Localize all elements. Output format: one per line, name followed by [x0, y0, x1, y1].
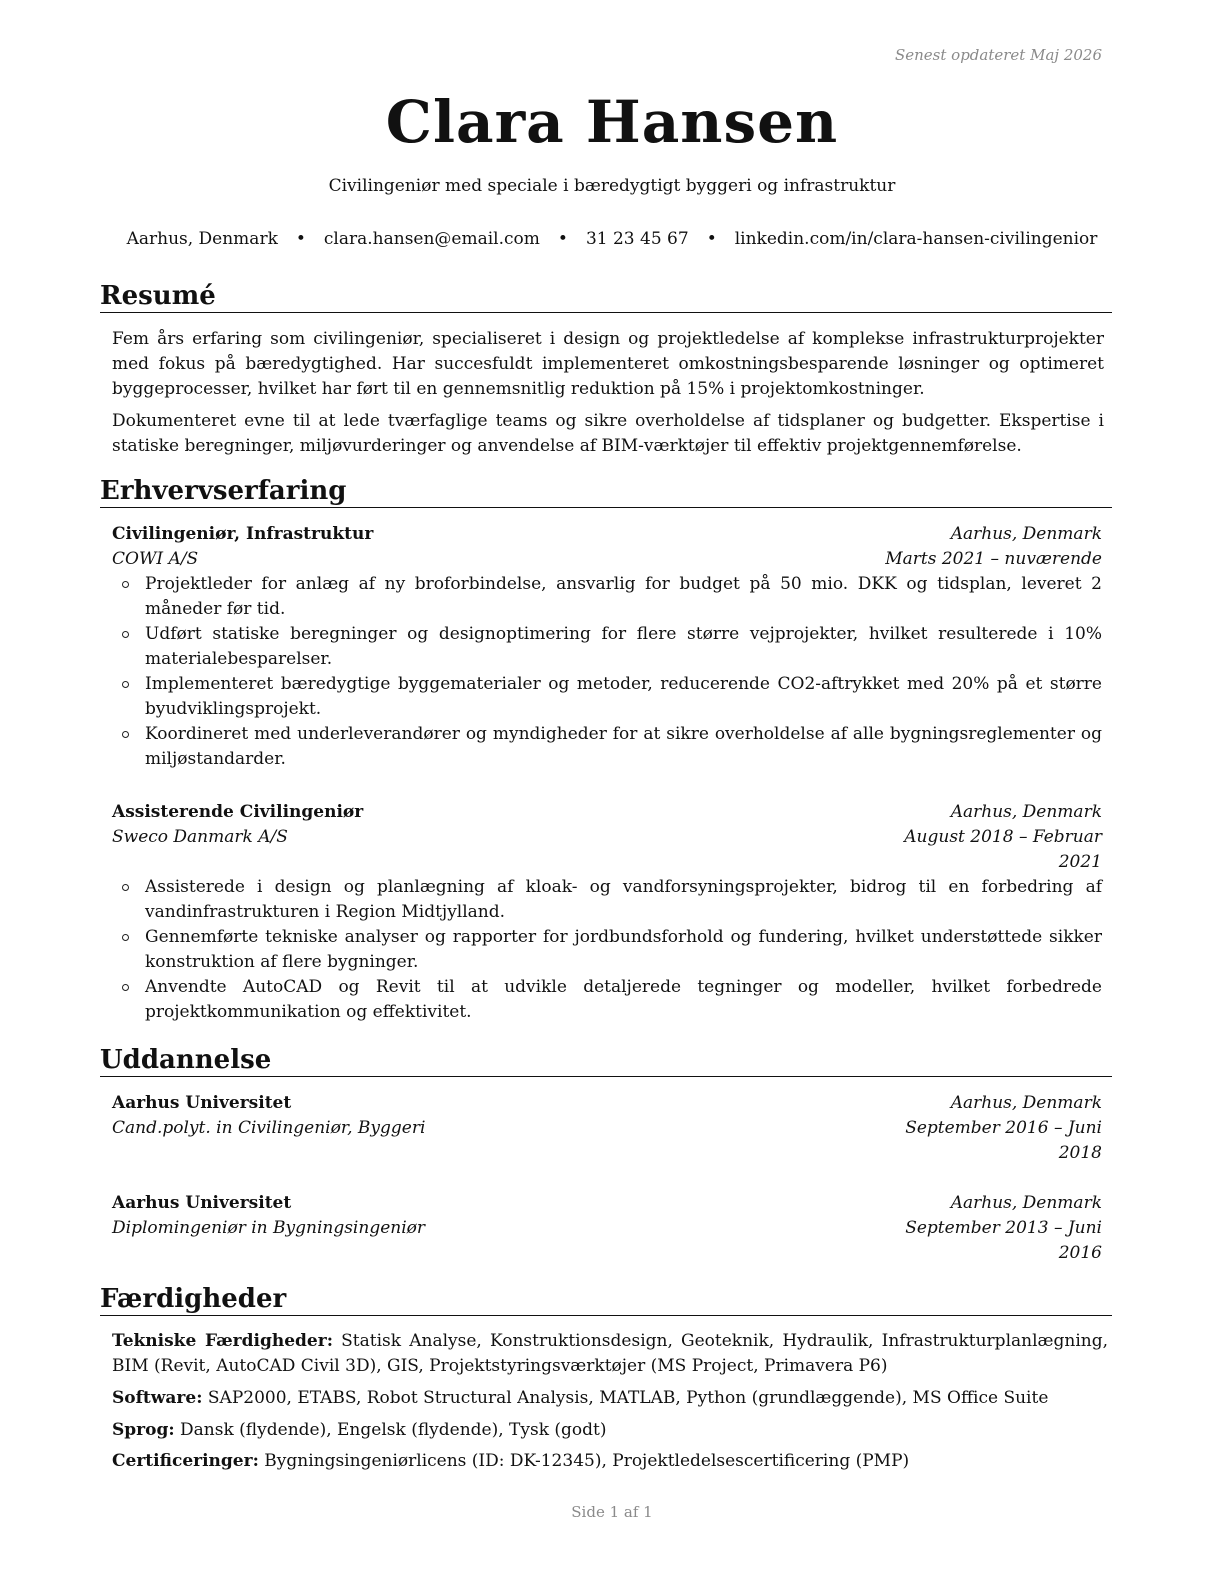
summary-paragraph-2: Dokumenteret evne til at lede tværfaglige teams og sikre overholdelse af tidsplaner og budgetter. Ekspertise i statiske beregninger, miljøvurderinger og anvendelse af BIM-værktøjer til effektiv projektgennemførelse. — [112, 411, 1104, 456]
list-item — [112, 622, 1102, 672]
job-bullets — [112, 572, 1102, 772]
list-item — [112, 925, 1102, 975]
skills-certifications-label: Certificeringer: — [112, 1451, 259, 1471]
job-entry — [112, 800, 1102, 1025]
bullet-text: Koordineret med underleverandører og myndigheder for at sikre overholdelse af alle bygningsreglementer og miljøstandarder. — [145, 724, 1102, 769]
skills-software — [112, 1386, 1108, 1411]
education-entry — [112, 1191, 1102, 1266]
education-location: Aarhus, Denmark — [950, 1093, 1102, 1113]
education-degree: Diplomingeniør in Bygningsingeniør — [112, 1218, 426, 1238]
bullet-circle-icon — [122, 581, 129, 588]
job-location: Aarhus, Denmark — [950, 524, 1102, 544]
contact-phone: 31 23 45 67 — [585, 229, 689, 249]
separator-dot: • — [557, 229, 568, 249]
subtitle: Civilingeniør med speciale i bæredygtigt byggeri og infrastruktur — [328, 176, 896, 196]
bullet-circle-icon — [122, 681, 129, 688]
list-item — [112, 975, 1102, 1025]
skills-certifications-text: Bygningsingeniørlicens (ID: DK-12345), Projektledelsescertificering (PMP) — [264, 1451, 910, 1471]
list-item — [112, 572, 1102, 622]
bullet-circle-icon — [122, 631, 129, 638]
list-item — [112, 672, 1102, 722]
contact-line — [100, 229, 1124, 249]
job-company: Sweco Danmark A/S — [112, 827, 288, 847]
bullet-circle-icon — [122, 884, 129, 891]
job-location: Aarhus, Denmark — [950, 802, 1102, 822]
list-item — [112, 875, 1102, 925]
last-updated: Senest opdateret Maj 2026 — [894, 46, 1102, 64]
bullet-text: Assisterede i design og planlægning af kloak- og vandforsyningsprojekter, bidrog til en forbedring af vandinfrastrukturen i Region Midtjylland. — [145, 877, 1102, 922]
skills-languages-text: Dansk (flydende), Engelsk (flydende), Tysk (godt) — [180, 1420, 607, 1440]
job-dates: August 2018 – Februar 2021 — [904, 827, 1102, 872]
contact-location: Aarhus, Denmark — [126, 229, 278, 249]
education-degree: Cand.polyt. in Civilingeniør, Byggeri — [112, 1118, 426, 1138]
job-title: Assisterende Civilingeniør — [112, 802, 364, 822]
bullet-text: Gennemførte tekniske analyser og rapporter for jordbundsforhold og fundering, hvilket understøttede sikker konstruktion af flere bygninger. — [145, 927, 1102, 972]
skills-technical — [112, 1329, 1108, 1379]
skills-software-text: SAP2000, ETABS, Robot Structural Analysis, MATLAB, Python (grundlæggende), MS Office Suite — [207, 1388, 1049, 1408]
section-title-summary: Resumé — [100, 280, 1112, 313]
skills-technical-text: Statisk Analyse, Konstruktionsdesign, Geoteknik, Hydraulik, Infrastrukturplanlægning, BIM (Revit, AutoCAD Civil 3D), GIS, Projektstyringsværktøjer (MS Project, Primavera P6) — [112, 1331, 1109, 1376]
education-entry — [112, 1091, 1102, 1166]
bullet-circle-icon — [122, 934, 129, 941]
skills-languages-label: Sprog: — [112, 1420, 175, 1440]
separator-dot: • — [295, 229, 306, 249]
bullet-text: Udført statiske beregninger og designoptimering for flere større vejprojekter, hvilket resulterede i 10% materialebesparelser. — [145, 624, 1102, 669]
job-entry — [112, 522, 1102, 772]
skills-languages — [112, 1418, 1108, 1443]
skills-software-label: Software: — [112, 1388, 203, 1408]
separator-dot: • — [706, 229, 717, 249]
bullet-circle-icon — [122, 984, 129, 991]
skills-certifications — [112, 1449, 1108, 1474]
bullet-text: Anvendte AutoCAD og Revit til at udvikle detaljerede tegninger og modeller, hvilket forbedrede projektkommunikation og effektivitet. — [145, 977, 1102, 1022]
education-school: Aarhus Universitet — [112, 1193, 292, 1213]
education-location: Aarhus, Denmark — [950, 1193, 1102, 1213]
job-bullets — [112, 875, 1102, 1025]
job-dates: Marts 2021 – nuværende — [885, 549, 1102, 569]
skills-technical-label: Tekniske Færdigheder: — [112, 1331, 333, 1351]
education-dates: September 2013 – Juni 2016 — [905, 1218, 1102, 1263]
education-dates: September 2016 – Juni 2018 — [905, 1118, 1102, 1163]
list-item — [112, 722, 1102, 772]
page-number: Side 1 af 1 — [571, 1503, 653, 1521]
page-title: Clara Hansen — [385, 88, 839, 156]
section-title-skills: Færdigheder — [100, 1283, 1112, 1316]
education-school: Aarhus Universitet — [112, 1093, 292, 1113]
section-title-education: Uddannelse — [100, 1044, 1112, 1077]
bullet-text: Projektleder for anlæg af ny broforbindelse, ansvarlig for budget på 50 mio. DKK og tidsplan, leveret 2 måneder før tid. — [145, 574, 1102, 619]
job-company: COWI A/S — [112, 549, 199, 569]
contact-linkedin[interactable]: linkedin.com/in/clara-hansen-civilingenior — [734, 229, 1098, 249]
job-title: Civilingeniør, Infrastruktur — [112, 524, 374, 544]
bullet-circle-icon — [122, 731, 129, 738]
contact-email[interactable]: clara.hansen@email.com — [323, 229, 540, 249]
section-title-experience: Erhvervserfaring — [100, 475, 1112, 508]
summary-paragraph-1: Fem års erfaring som civilingeniør, specialiseret i design og projektledelse af komplekse infrastrukturprojekter med fokus på bæredygtighed. Har succesfuldt implementeret omkostningsbesparende løsninger og optimeret byggeprocesser, hvilket har ført til en gennemsnitlig reduktion på 15% i projektomkostninger. — [112, 329, 1104, 399]
bullet-text: Implementeret bæredygtige byggematerialer og metoder, reducerende CO2-aftrykket med 20% på et større byudviklingsprojekt. — [145, 674, 1102, 719]
